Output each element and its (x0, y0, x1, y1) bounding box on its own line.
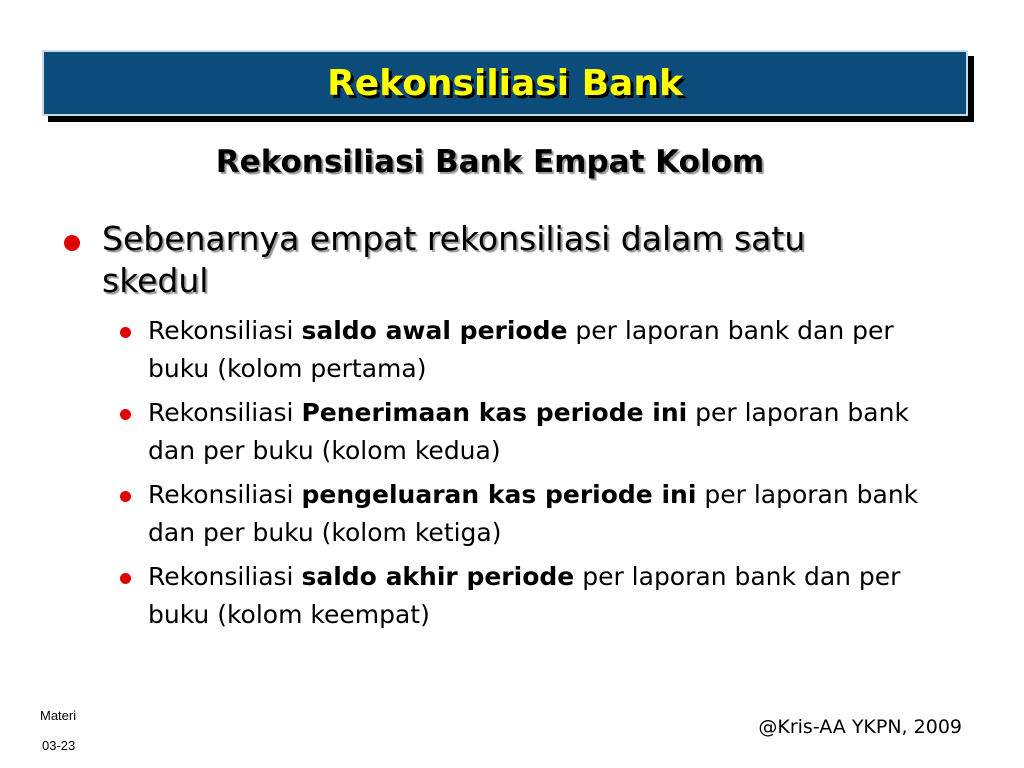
sub-bullet-emphasis: Penerimaan kas periode ini (301, 398, 688, 427)
footer-page-number: 03-23 (42, 738, 76, 753)
sub-bullet-prefix: Rekonsiliasi (148, 562, 302, 591)
slide-subtitle: Rekonsiliasi Bank Empat Kolom (215, 144, 765, 180)
sub-bullet-prefix: Rekonsiliasi (148, 398, 302, 427)
bullet-dot-icon (120, 573, 131, 584)
sub-bullet-item (116, 476, 956, 552)
sub-bullet-item (116, 394, 956, 470)
bullet-dot-icon (64, 235, 80, 251)
sub-bullet-prefix: Rekonsiliasi (148, 316, 302, 345)
sub-bullet-item (116, 312, 956, 388)
sub-bullet-emphasis: saldo awal periode (301, 316, 568, 345)
sub-bullet-suffix: per laporan bank dan per buku (kolom keempat) (148, 562, 901, 629)
sub-bullet-emphasis: saldo akhir periode (301, 562, 575, 591)
main-bullet-text: Sebenarnya empat rekonsiliasi dalam satu skedul (102, 219, 806, 300)
bullet-dot-icon (120, 491, 131, 502)
bullet-dot-icon (120, 409, 131, 420)
footer-copyright: @Kris-AA YKPN, 2009 (758, 716, 962, 738)
sub-bullet-emphasis: pengeluaran kas periode ini (301, 480, 697, 509)
slide-title-bar (42, 50, 968, 116)
sub-bullet-prefix: Rekonsiliasi (148, 480, 302, 509)
sub-bullet-suffix: per laporan bank dan per buku (kolom kedua) (148, 398, 909, 465)
footer-materi-label: Materi (40, 708, 77, 723)
bullet-dot-icon (120, 327, 131, 338)
slide-title: Rekonsiliasi Bank (327, 62, 683, 104)
sub-bullet-suffix: per laporan bank dan per buku (kolom ketiga) (148, 480, 919, 547)
sub-bullet-suffix: per laporan bank dan per buku (kolom pertama) (148, 316, 894, 383)
main-bullet (64, 218, 894, 302)
sub-bullet-item (116, 558, 956, 634)
sub-bullet-list (116, 312, 956, 640)
